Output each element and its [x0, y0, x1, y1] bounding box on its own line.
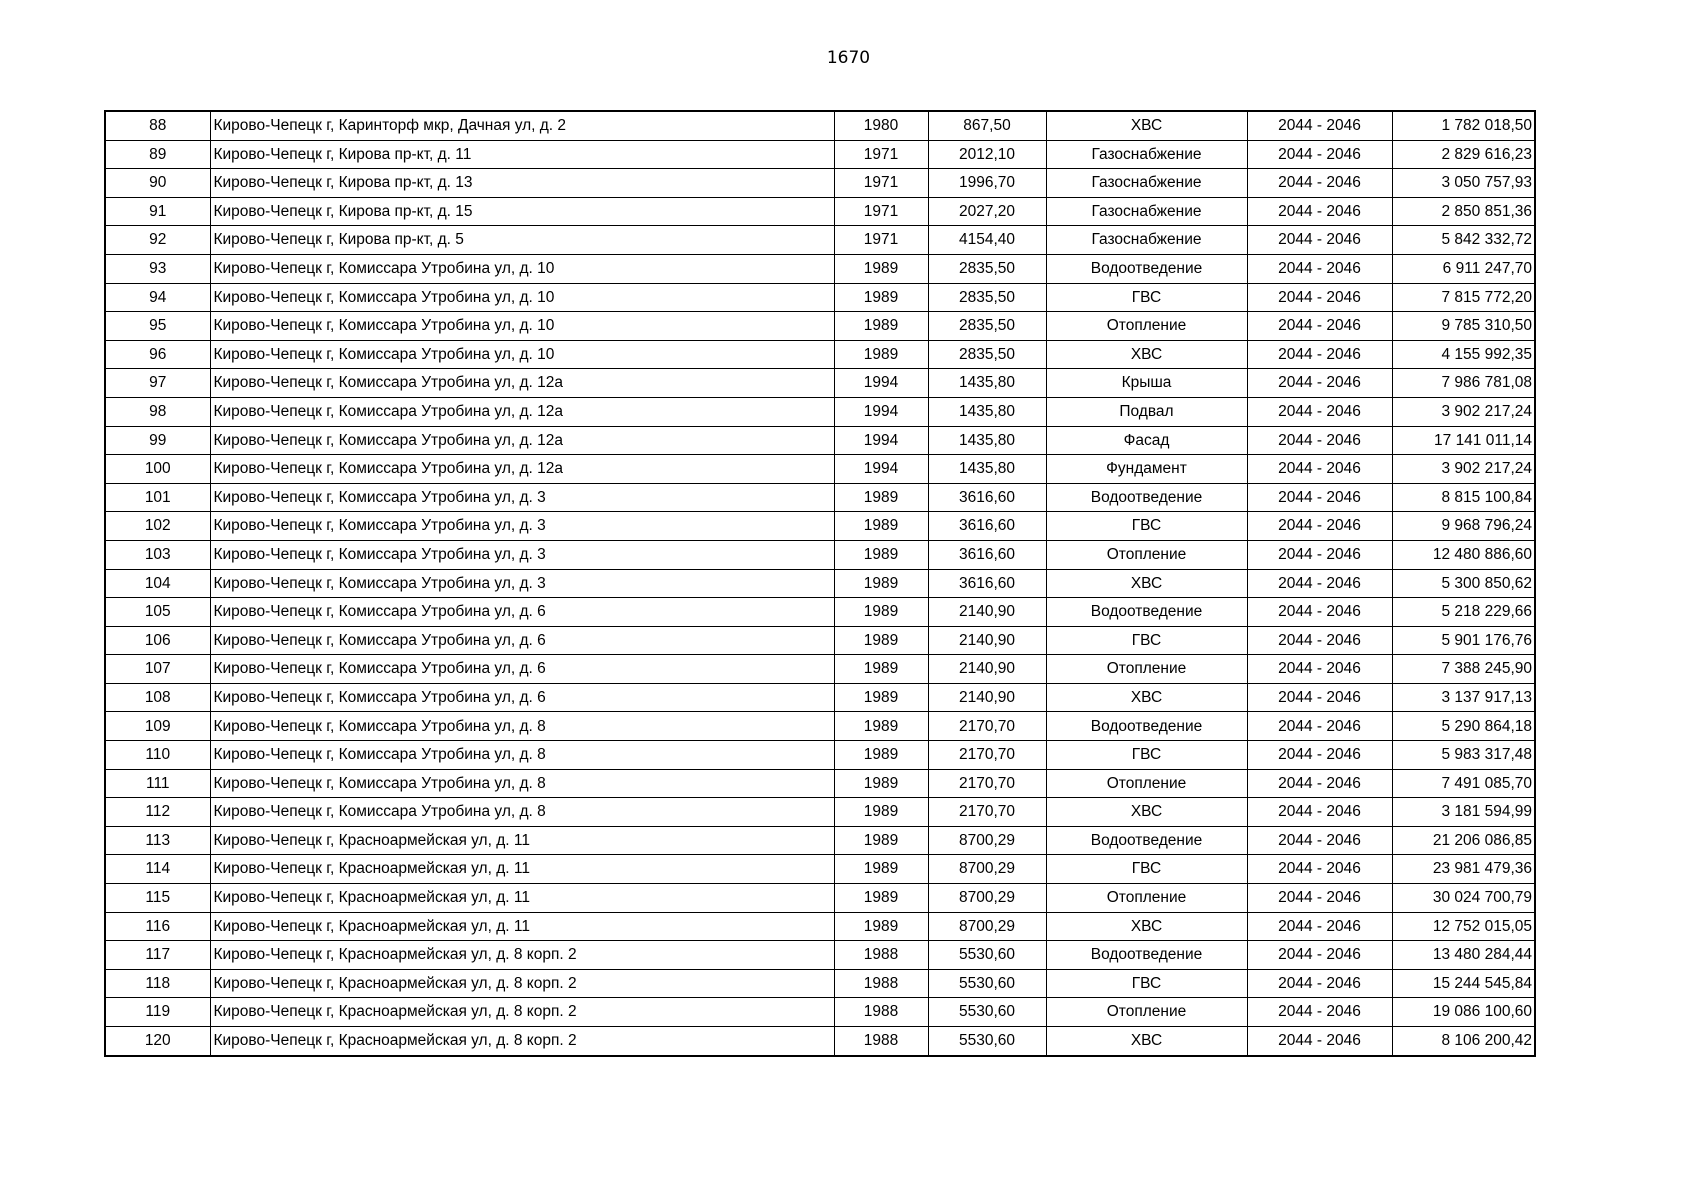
cost-cell: 12 480 886,60	[1392, 540, 1535, 569]
area-cell: 2835,50	[928, 312, 1046, 341]
row-number: 114	[105, 855, 210, 884]
area-cell: 2170,70	[928, 741, 1046, 770]
period-cell: 2044 - 2046	[1247, 169, 1392, 198]
year-cell: 1989	[834, 769, 928, 798]
work-type-cell: ХВС	[1046, 1027, 1247, 1056]
work-type-cell: ХВС	[1046, 912, 1247, 941]
address-cell: Кирово-Чепецк г, Комиссара Утробина ул, д. 12а	[210, 426, 834, 455]
cost-cell: 5 842 332,72	[1392, 226, 1535, 255]
table-row	[105, 483, 1535, 512]
area-cell: 3616,60	[928, 483, 1046, 512]
row-number: 119	[105, 998, 210, 1027]
year-cell: 1989	[834, 312, 928, 341]
area-cell: 8700,29	[928, 826, 1046, 855]
year-cell: 1989	[834, 283, 928, 312]
area-cell: 2027,20	[928, 197, 1046, 226]
row-number: 105	[105, 598, 210, 627]
address-cell: Кирово-Чепецк г, Комиссара Утробина ул, д. 12а	[210, 397, 834, 426]
year-cell: 1994	[834, 455, 928, 484]
table-row	[105, 426, 1535, 455]
address-cell: Кирово-Чепецк г, Комиссара Утробина ул, д. 3	[210, 540, 834, 569]
year-cell: 1971	[834, 197, 928, 226]
period-cell: 2044 - 2046	[1247, 712, 1392, 741]
work-type-cell: Отопление	[1046, 540, 1247, 569]
cost-cell: 1 782 018,50	[1392, 111, 1535, 140]
cost-cell: 5 300 850,62	[1392, 569, 1535, 598]
row-number: 117	[105, 941, 210, 970]
cost-cell: 7 491 085,70	[1392, 769, 1535, 798]
cost-cell: 3 181 594,99	[1392, 798, 1535, 827]
period-cell: 2044 - 2046	[1247, 197, 1392, 226]
row-number: 102	[105, 512, 210, 541]
row-number: 115	[105, 884, 210, 913]
work-type-cell: ГВС	[1046, 855, 1247, 884]
year-cell: 1989	[834, 483, 928, 512]
period-cell: 2044 - 2046	[1247, 111, 1392, 140]
row-number: 111	[105, 769, 210, 798]
address-cell: Кирово-Чепецк г, Кирова пр-кт, д. 13	[210, 169, 834, 198]
work-type-cell: Фасад	[1046, 426, 1247, 455]
year-cell: 1971	[834, 169, 928, 198]
year-cell: 1989	[834, 884, 928, 913]
row-number: 118	[105, 969, 210, 998]
table-row	[105, 397, 1535, 426]
work-type-cell: Водоотведение	[1046, 712, 1247, 741]
cost-cell: 21 206 086,85	[1392, 826, 1535, 855]
table-row	[105, 254, 1535, 283]
period-cell: 2044 - 2046	[1247, 683, 1392, 712]
address-cell: Кирово-Чепецк г, Красноармейская ул, д. 11	[210, 884, 834, 913]
year-cell: 1994	[834, 369, 928, 398]
year-cell: 1994	[834, 397, 928, 426]
area-cell: 8700,29	[928, 912, 1046, 941]
area-cell: 2835,50	[928, 283, 1046, 312]
table-row	[105, 111, 1535, 140]
cost-cell: 3 902 217,24	[1392, 397, 1535, 426]
row-number: 120	[105, 1027, 210, 1056]
cost-cell: 2 850 851,36	[1392, 197, 1535, 226]
cost-cell: 15 244 545,84	[1392, 969, 1535, 998]
address-cell: Кирово-Чепецк г, Красноармейская ул, д. 8 корп. 2	[210, 1027, 834, 1056]
period-cell: 2044 - 2046	[1247, 283, 1392, 312]
year-cell: 1989	[834, 512, 928, 541]
period-cell: 2044 - 2046	[1247, 140, 1392, 169]
work-type-cell: ГВС	[1046, 626, 1247, 655]
table-row	[105, 884, 1535, 913]
period-cell: 2044 - 2046	[1247, 512, 1392, 541]
row-number: 103	[105, 540, 210, 569]
year-cell: 1971	[834, 226, 928, 255]
table-row	[105, 455, 1535, 484]
address-cell: Кирово-Чепецк г, Комиссара Утробина ул, д. 8	[210, 769, 834, 798]
period-cell: 2044 - 2046	[1247, 998, 1392, 1027]
cost-cell: 5 218 229,66	[1392, 598, 1535, 627]
year-cell: 1989	[834, 655, 928, 684]
address-cell: Кирово-Чепецк г, Комиссара Утробина ул, д. 3	[210, 483, 834, 512]
period-cell: 2044 - 2046	[1247, 912, 1392, 941]
table-row	[105, 626, 1535, 655]
work-type-cell: Водоотведение	[1046, 483, 1247, 512]
table-row	[105, 1027, 1535, 1056]
row-number: 109	[105, 712, 210, 741]
year-cell: 1988	[834, 1027, 928, 1056]
row-number: 113	[105, 826, 210, 855]
cost-cell: 2 829 616,23	[1392, 140, 1535, 169]
cost-cell: 3 902 217,24	[1392, 455, 1535, 484]
table-row	[105, 512, 1535, 541]
address-cell: Кирово-Чепецк г, Комиссара Утробина ул, д. 10	[210, 254, 834, 283]
period-cell: 2044 - 2046	[1247, 626, 1392, 655]
cost-cell: 4 155 992,35	[1392, 340, 1535, 369]
period-cell: 2044 - 2046	[1247, 540, 1392, 569]
area-cell: 2170,70	[928, 798, 1046, 827]
cost-cell: 17 141 011,14	[1392, 426, 1535, 455]
cost-cell: 3 050 757,93	[1392, 169, 1535, 198]
address-cell: Кирово-Чепецк г, Красноармейская ул, д. 8 корп. 2	[210, 998, 834, 1027]
row-number: 104	[105, 569, 210, 598]
year-cell: 1988	[834, 941, 928, 970]
work-type-cell: Отопление	[1046, 998, 1247, 1027]
cost-cell: 5 983 317,48	[1392, 741, 1535, 770]
year-cell: 1989	[834, 540, 928, 569]
area-cell: 1435,80	[928, 397, 1046, 426]
address-cell: Кирово-Чепецк г, Красноармейская ул, д. 8 корп. 2	[210, 969, 834, 998]
cost-cell: 3 137 917,13	[1392, 683, 1535, 712]
work-type-cell: ХВС	[1046, 798, 1247, 827]
address-cell: Кирово-Чепецк г, Комиссара Утробина ул, д. 8	[210, 798, 834, 827]
work-type-cell: Газоснабжение	[1046, 169, 1247, 198]
cost-cell: 23 981 479,36	[1392, 855, 1535, 884]
cost-cell: 9 968 796,24	[1392, 512, 1535, 541]
work-type-cell: Газоснабжение	[1046, 197, 1247, 226]
year-cell: 1989	[834, 912, 928, 941]
area-cell: 2140,90	[928, 626, 1046, 655]
table-row	[105, 712, 1535, 741]
year-cell: 1988	[834, 998, 928, 1027]
row-number: 88	[105, 111, 210, 140]
address-cell: Кирово-Чепецк г, Комиссара Утробина ул, д. 3	[210, 512, 834, 541]
row-number: 90	[105, 169, 210, 198]
work-type-cell: Фундамент	[1046, 455, 1247, 484]
area-cell: 2140,90	[928, 655, 1046, 684]
row-number: 93	[105, 254, 210, 283]
address-cell: Кирово-Чепецк г, Каринторф мкр, Дачная ул, д. 2	[210, 111, 834, 140]
table-row	[105, 741, 1535, 770]
area-cell: 3616,60	[928, 569, 1046, 598]
work-type-cell: Газоснабжение	[1046, 226, 1247, 255]
area-cell: 867,50	[928, 111, 1046, 140]
area-cell: 1996,70	[928, 169, 1046, 198]
area-cell: 3616,60	[928, 512, 1046, 541]
address-cell: Кирово-Чепецк г, Комиссара Утробина ул, д. 6	[210, 626, 834, 655]
area-cell: 1435,80	[928, 426, 1046, 455]
period-cell: 2044 - 2046	[1247, 426, 1392, 455]
row-number: 106	[105, 626, 210, 655]
area-cell: 5530,60	[928, 1027, 1046, 1056]
cost-cell: 5 290 864,18	[1392, 712, 1535, 741]
table-row	[105, 683, 1535, 712]
row-number: 95	[105, 312, 210, 341]
work-type-cell: ГВС	[1046, 512, 1247, 541]
year-cell: 1989	[834, 741, 928, 770]
cost-cell: 30 024 700,79	[1392, 884, 1535, 913]
address-cell: Кирово-Чепецк г, Комиссара Утробина ул, д. 10	[210, 312, 834, 341]
work-type-cell: ХВС	[1046, 569, 1247, 598]
period-cell: 2044 - 2046	[1247, 397, 1392, 426]
period-cell: 2044 - 2046	[1247, 769, 1392, 798]
row-number: 116	[105, 912, 210, 941]
row-number: 112	[105, 798, 210, 827]
work-type-cell: Водоотведение	[1046, 598, 1247, 627]
repair-schedule-table	[104, 110, 1536, 1057]
year-cell: 1989	[834, 798, 928, 827]
table-row	[105, 283, 1535, 312]
row-number: 101	[105, 483, 210, 512]
area-cell: 5530,60	[928, 941, 1046, 970]
period-cell: 2044 - 2046	[1247, 855, 1392, 884]
table-row	[105, 798, 1535, 827]
area-cell: 2170,70	[928, 712, 1046, 741]
table-row	[105, 197, 1535, 226]
period-cell: 2044 - 2046	[1247, 798, 1392, 827]
address-cell: Кирово-Чепецк г, Кирова пр-кт, д. 5	[210, 226, 834, 255]
work-type-cell: Отопление	[1046, 312, 1247, 341]
cost-cell: 12 752 015,05	[1392, 912, 1535, 941]
work-type-cell: Отопление	[1046, 655, 1247, 684]
year-cell: 1994	[834, 426, 928, 455]
work-type-cell: Газоснабжение	[1046, 140, 1247, 169]
work-type-cell: Подвал	[1046, 397, 1247, 426]
address-cell: Кирово-Чепецк г, Красноармейская ул, д. 11	[210, 912, 834, 941]
table-row	[105, 969, 1535, 998]
table-row	[105, 826, 1535, 855]
year-cell: 1980	[834, 111, 928, 140]
work-type-cell: ХВС	[1046, 111, 1247, 140]
cost-cell: 13 480 284,44	[1392, 941, 1535, 970]
address-cell: Кирово-Чепецк г, Комиссара Утробина ул, д. 6	[210, 598, 834, 627]
work-type-cell: Водоотведение	[1046, 941, 1247, 970]
address-cell: Кирово-Чепецк г, Кирова пр-кт, д. 11	[210, 140, 834, 169]
area-cell: 5530,60	[928, 969, 1046, 998]
period-cell: 2044 - 2046	[1247, 312, 1392, 341]
period-cell: 2044 - 2046	[1247, 483, 1392, 512]
year-cell: 1989	[834, 598, 928, 627]
area-cell: 2012,10	[928, 140, 1046, 169]
cost-cell: 7 815 772,20	[1392, 283, 1535, 312]
cost-cell: 9 785 310,50	[1392, 312, 1535, 341]
period-cell: 2044 - 2046	[1247, 369, 1392, 398]
period-cell: 2044 - 2046	[1247, 826, 1392, 855]
address-cell: Кирово-Чепецк г, Красноармейская ул, д. 8 корп. 2	[210, 941, 834, 970]
row-number: 96	[105, 340, 210, 369]
table-row	[105, 340, 1535, 369]
table-row	[105, 912, 1535, 941]
address-cell: Кирово-Чепецк г, Комиссара Утробина ул, д. 10	[210, 340, 834, 369]
period-cell: 2044 - 2046	[1247, 254, 1392, 283]
address-cell: Кирово-Чепецк г, Комиссара Утробина ул, д. 6	[210, 683, 834, 712]
period-cell: 2044 - 2046	[1247, 941, 1392, 970]
work-type-cell: ГВС	[1046, 969, 1247, 998]
work-type-cell: Отопление	[1046, 884, 1247, 913]
work-type-cell: Водоотведение	[1046, 826, 1247, 855]
table-row	[105, 941, 1535, 970]
cost-cell: 5 901 176,76	[1392, 626, 1535, 655]
period-cell: 2044 - 2046	[1247, 884, 1392, 913]
table-row	[105, 169, 1535, 198]
row-number: 89	[105, 140, 210, 169]
work-type-cell: Крыша	[1046, 369, 1247, 398]
area-cell: 5530,60	[928, 998, 1046, 1027]
area-cell: 4154,40	[928, 226, 1046, 255]
row-number: 94	[105, 283, 210, 312]
period-cell: 2044 - 2046	[1247, 969, 1392, 998]
cost-cell: 19 086 100,60	[1392, 998, 1535, 1027]
page-number: 1670	[826, 48, 871, 68]
work-type-cell: Водоотведение	[1046, 254, 1247, 283]
table-row	[105, 540, 1535, 569]
cost-cell: 8 106 200,42	[1392, 1027, 1535, 1056]
row-number: 98	[105, 397, 210, 426]
area-cell: 3616,60	[928, 540, 1046, 569]
work-type-cell: Отопление	[1046, 769, 1247, 798]
cost-cell: 6 911 247,70	[1392, 254, 1535, 283]
address-cell: Кирово-Чепецк г, Комиссара Утробина ул, д. 3	[210, 569, 834, 598]
area-cell: 2140,90	[928, 598, 1046, 627]
cost-cell: 8 815 100,84	[1392, 483, 1535, 512]
period-cell: 2044 - 2046	[1247, 226, 1392, 255]
address-cell: Кирово-Чепецк г, Комиссара Утробина ул, д. 10	[210, 283, 834, 312]
table-row	[105, 598, 1535, 627]
year-cell: 1989	[834, 826, 928, 855]
period-cell: 2044 - 2046	[1247, 655, 1392, 684]
year-cell: 1989	[834, 683, 928, 712]
address-cell: Кирово-Чепецк г, Кирова пр-кт, д. 15	[210, 197, 834, 226]
address-cell: Кирово-Чепецк г, Комиссара Утробина ул, д. 8	[210, 712, 834, 741]
period-cell: 2044 - 2046	[1247, 741, 1392, 770]
cost-cell: 7 986 781,08	[1392, 369, 1535, 398]
row-number: 97	[105, 369, 210, 398]
table-row	[105, 226, 1535, 255]
area-cell: 1435,80	[928, 455, 1046, 484]
year-cell: 1989	[834, 855, 928, 884]
period-cell: 2044 - 2046	[1247, 598, 1392, 627]
table-row	[105, 855, 1535, 884]
year-cell: 1971	[834, 140, 928, 169]
year-cell: 1989	[834, 254, 928, 283]
table-row	[105, 312, 1535, 341]
table-row	[105, 569, 1535, 598]
area-cell: 2835,50	[928, 254, 1046, 283]
address-cell: Кирово-Чепецк г, Красноармейская ул, д. 11	[210, 855, 834, 884]
row-number: 108	[105, 683, 210, 712]
row-number: 107	[105, 655, 210, 684]
work-type-cell: ГВС	[1046, 741, 1247, 770]
row-number: 110	[105, 741, 210, 770]
year-cell: 1988	[834, 969, 928, 998]
cost-cell: 7 388 245,90	[1392, 655, 1535, 684]
table-row	[105, 369, 1535, 398]
period-cell: 2044 - 2046	[1247, 340, 1392, 369]
row-number: 92	[105, 226, 210, 255]
period-cell: 2044 - 2046	[1247, 1027, 1392, 1056]
table-row	[105, 655, 1535, 684]
row-number: 99	[105, 426, 210, 455]
area-cell: 2140,90	[928, 683, 1046, 712]
table-row	[105, 769, 1535, 798]
work-type-cell: ХВС	[1046, 340, 1247, 369]
area-cell: 2170,70	[928, 769, 1046, 798]
area-cell: 2835,50	[928, 340, 1046, 369]
year-cell: 1989	[834, 626, 928, 655]
year-cell: 1989	[834, 569, 928, 598]
address-cell: Кирово-Чепецк г, Комиссара Утробина ул, д. 12а	[210, 369, 834, 398]
area-cell: 1435,80	[928, 369, 1046, 398]
address-cell: Кирово-Чепецк г, Комиссара Утробина ул, д. 6	[210, 655, 834, 684]
work-type-cell: ГВС	[1046, 283, 1247, 312]
period-cell: 2044 - 2046	[1247, 569, 1392, 598]
year-cell: 1989	[834, 712, 928, 741]
address-cell: Кирово-Чепецк г, Комиссара Утробина ул, д. 12а	[210, 455, 834, 484]
row-number: 91	[105, 197, 210, 226]
row-number: 100	[105, 455, 210, 484]
work-type-cell: ХВС	[1046, 683, 1247, 712]
table-row	[105, 998, 1535, 1027]
year-cell: 1989	[834, 340, 928, 369]
area-cell: 8700,29	[928, 884, 1046, 913]
table-row	[105, 140, 1535, 169]
area-cell: 8700,29	[928, 855, 1046, 884]
address-cell: Кирово-Чепецк г, Красноармейская ул, д. 11	[210, 826, 834, 855]
address-cell: Кирово-Чепецк г, Комиссара Утробина ул, д. 8	[210, 741, 834, 770]
period-cell: 2044 - 2046	[1247, 455, 1392, 484]
